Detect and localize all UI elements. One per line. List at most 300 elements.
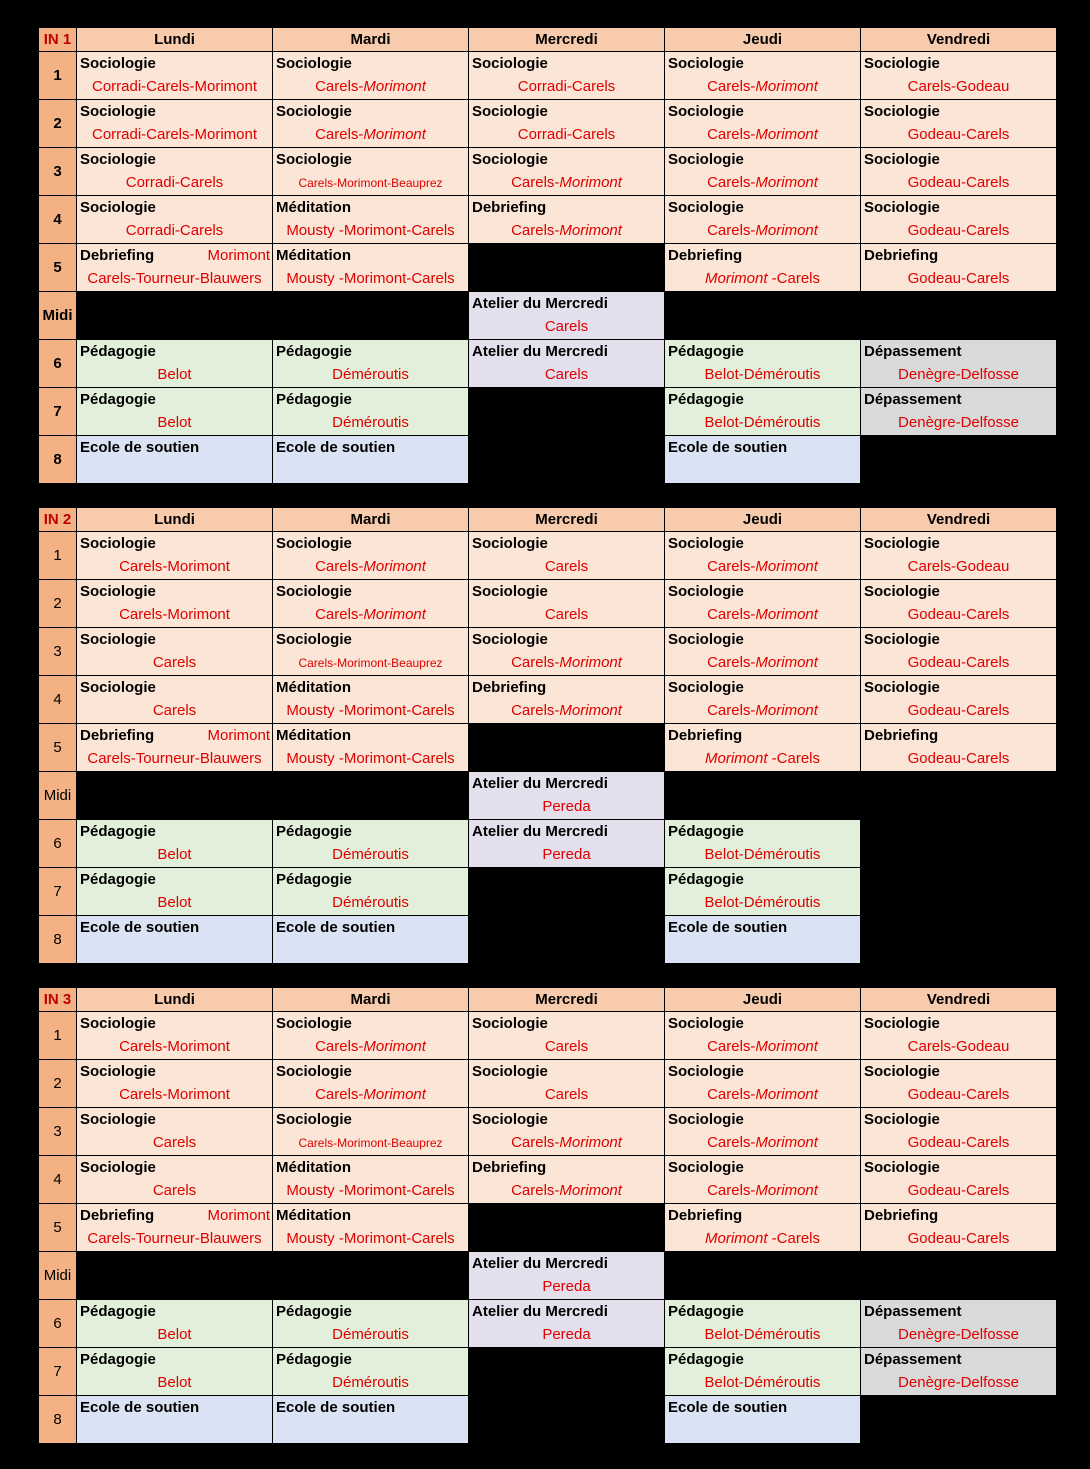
teacher-names: Déméroutis — [332, 846, 409, 863]
class-slot — [665, 868, 861, 916]
subject-label — [77, 244, 272, 268]
class-slot — [469, 52, 665, 100]
period-label: 8 — [39, 436, 77, 484]
class-slot — [273, 676, 469, 724]
subject-label: Pédagogie — [668, 391, 744, 408]
teacher-names: Belot — [157, 894, 192, 911]
subject-label: Pédagogie — [80, 391, 156, 408]
period-row — [39, 868, 1057, 916]
subject-label: Sociologie — [472, 583, 548, 600]
period-label: Midi — [39, 292, 77, 340]
period-label: 6 — [39, 820, 77, 868]
class-slot — [861, 580, 1057, 628]
teacher-names: Carels — [152, 702, 197, 719]
teacher-names: Carels — [544, 318, 589, 335]
subject-label: Sociologie — [668, 1015, 744, 1032]
period-row — [39, 1156, 1057, 1204]
teacher-names: Mousty -Morimont-Carels — [286, 1230, 455, 1247]
class-slot — [665, 196, 861, 244]
subject-label: Méditation — [276, 1159, 351, 1176]
teacher-names: Carels-Tourneur-Blauwers — [87, 750, 262, 767]
subject-label: Sociologie — [472, 151, 548, 168]
class-slot — [77, 628, 273, 676]
subject-label: Debriefing — [864, 1207, 939, 1224]
period-row — [39, 436, 1057, 484]
teacher-names: Denègre-Delfosse — [898, 366, 1019, 383]
class-slot — [77, 100, 273, 148]
empty-slot — [77, 292, 273, 340]
subject-label: Ecole de soutien — [668, 439, 788, 456]
teacher-names: Belot — [157, 1326, 192, 1343]
period-row — [39, 1108, 1057, 1156]
teacher-names: Corradi-Carels-Morimont — [91, 126, 258, 143]
subject-label: Pédagogie — [276, 1303, 352, 1320]
class-slot — [77, 340, 273, 388]
empty-slot — [77, 1252, 273, 1300]
subject-label: Pédagogie — [668, 823, 744, 840]
teacher-names: Corradi-Carels — [517, 78, 616, 95]
teacher-names: Godeau-Carels — [907, 174, 1010, 191]
subject-label: Sociologie — [80, 1111, 156, 1128]
subject-label: Pédagogie — [80, 1303, 156, 1320]
subject-name: Debriefing — [80, 727, 155, 744]
subject-label: Sociologie — [668, 679, 744, 696]
empty-slot — [469, 916, 665, 964]
teacher-names: Carels-Morimont — [315, 1086, 426, 1103]
teacher-names: Déméroutis — [332, 894, 409, 911]
period-row — [39, 676, 1057, 724]
class-slot — [469, 148, 665, 196]
day-header: Jeudi — [665, 28, 861, 52]
class-slot — [77, 1156, 273, 1204]
subject-label: Sociologie — [864, 631, 940, 648]
teacher-names: Mousty -Morimont-Carels — [286, 750, 455, 767]
subject-label: Sociologie — [864, 1063, 940, 1080]
subject-label: Sociologie — [472, 631, 548, 648]
empty-slot — [861, 772, 1057, 820]
teacher-names: Belot-Déméroutis — [704, 846, 821, 863]
teacher-names: Corradi-Carels — [125, 222, 224, 239]
subject-label: Sociologie — [80, 103, 156, 120]
class-slot — [273, 1348, 469, 1396]
teacher-names: Carels-Morimont-Beauprez — [298, 1136, 443, 1150]
subject-label: Sociologie — [864, 535, 940, 552]
class-slot — [665, 916, 861, 964]
timetable-in2 — [38, 507, 1057, 964]
subject-label: Sociologie — [668, 199, 744, 216]
period-label: 3 — [39, 148, 77, 196]
teacher-names: Mousty -Morimont-Carels — [286, 702, 455, 719]
class-slot — [469, 196, 665, 244]
period-label: 5 — [39, 1204, 77, 1252]
class-slot — [469, 772, 665, 820]
timetable-in1 — [38, 27, 1057, 484]
subject-label: Debriefing — [472, 1159, 547, 1176]
class-slot — [77, 196, 273, 244]
period-label: 1 — [39, 532, 77, 580]
day-header: Mercredi — [469, 508, 665, 532]
period-row — [39, 388, 1057, 436]
teacher-names: Godeau-Carels — [907, 1182, 1010, 1199]
period-row — [39, 1012, 1057, 1060]
subject-name: Debriefing — [80, 247, 155, 264]
teacher-names: Pereda — [542, 846, 591, 863]
class-slot — [77, 724, 273, 772]
teacher-names: Carels-Morimont-Beauprez — [298, 656, 443, 670]
subject-label: Méditation — [276, 1207, 351, 1224]
empty-slot — [469, 244, 665, 292]
teacher-names: Déméroutis — [332, 414, 409, 431]
period-label: 2 — [39, 100, 77, 148]
teacher-names: Morimont -Carels — [704, 750, 821, 767]
teacher-names: Carels — [544, 606, 589, 623]
teacher-names: Carels-Morimont — [315, 558, 426, 575]
teacher-names: Carels-Morimont — [707, 1038, 818, 1055]
class-slot — [469, 532, 665, 580]
teacher-names: Godeau-Carels — [907, 702, 1010, 719]
teacher-names: Belot — [157, 414, 192, 431]
period-label: 4 — [39, 1156, 77, 1204]
subject-label: Sociologie — [668, 535, 744, 552]
class-slot — [861, 1108, 1057, 1156]
day-header: Mardi — [273, 508, 469, 532]
day-header: Jeudi — [665, 508, 861, 532]
teacher-names: Godeau-Carels — [907, 1230, 1010, 1247]
class-slot — [665, 1108, 861, 1156]
class-slot — [273, 724, 469, 772]
class-slot — [77, 148, 273, 196]
day-header: Mardi — [273, 28, 469, 52]
day-header: Lundi — [77, 988, 273, 1012]
teacher-names: Denègre-Delfosse — [898, 414, 1019, 431]
subject-label: Sociologie — [80, 55, 156, 72]
class-slot — [469, 1300, 665, 1348]
class-slot — [469, 1108, 665, 1156]
subject-label: Sociologie — [276, 1111, 352, 1128]
teacher-names: Pereda — [542, 1278, 591, 1295]
empty-slot — [469, 724, 665, 772]
period-row — [39, 148, 1057, 196]
teacher-names: Déméroutis — [332, 1326, 409, 1343]
period-row — [39, 196, 1057, 244]
subject-label: Sociologie — [864, 103, 940, 120]
class-slot — [273, 1396, 469, 1444]
teacher-names: Carels-Morimont — [707, 1086, 818, 1103]
class-slot — [273, 244, 469, 292]
teacher-names: Carels-Morimont — [511, 702, 622, 719]
subject-label: Ecole de soutien — [276, 439, 396, 456]
teacher-names: Carels-Godeau — [907, 558, 1010, 575]
teacher-names: Godeau-Carels — [907, 750, 1010, 767]
subject-label: Sociologie — [80, 679, 156, 696]
teacher-names: Godeau-Carels — [907, 606, 1010, 623]
subject-label: Sociologie — [80, 535, 156, 552]
class-slot — [665, 1204, 861, 1252]
class-slot — [77, 52, 273, 100]
class-slot — [665, 820, 861, 868]
class-slot — [861, 724, 1057, 772]
class-slot — [77, 1348, 273, 1396]
subject-label: Dépassement — [864, 1303, 962, 1320]
class-slot — [77, 868, 273, 916]
class-slot — [665, 436, 861, 484]
period-label: 3 — [39, 1108, 77, 1156]
teacher-names: Carels — [152, 1182, 197, 1199]
teacher-names: Godeau-Carels — [907, 222, 1010, 239]
period-label: 6 — [39, 340, 77, 388]
class-slot — [77, 1204, 273, 1252]
class-slot — [665, 1348, 861, 1396]
subject-label: Pédagogie — [80, 871, 156, 888]
subject-label: Sociologie — [864, 1111, 940, 1128]
class-slot — [77, 1396, 273, 1444]
class-slot — [665, 532, 861, 580]
class-slot — [469, 1012, 665, 1060]
class-slot — [665, 100, 861, 148]
period-row — [39, 724, 1057, 772]
class-slot — [665, 388, 861, 436]
class-slot — [469, 340, 665, 388]
subject-label: Sociologie — [276, 1063, 352, 1080]
day-header: Jeudi — [665, 988, 861, 1012]
class-slot — [861, 52, 1057, 100]
period-row — [39, 1252, 1057, 1300]
class-slot — [665, 244, 861, 292]
subject-label: Pédagogie — [80, 1351, 156, 1368]
subject-label: Pédagogie — [668, 871, 744, 888]
class-slot — [273, 868, 469, 916]
day-header: Lundi — [77, 28, 273, 52]
class-slot — [77, 388, 273, 436]
schedule-table — [38, 507, 1057, 964]
subject-label: Debriefing — [472, 679, 547, 696]
class-slot — [861, 148, 1057, 196]
class-slot — [861, 1348, 1057, 1396]
class-slot — [273, 196, 469, 244]
class-slot — [861, 532, 1057, 580]
teacher-names: Carels — [544, 1086, 589, 1103]
subject-label: Pédagogie — [668, 1351, 744, 1368]
teacher-names: Déméroutis — [332, 366, 409, 383]
subject-label: Debriefing — [472, 199, 547, 216]
subject-label: Debriefing — [864, 727, 939, 744]
subject-label: Sociologie — [276, 151, 352, 168]
subject-label: Sociologie — [864, 1015, 940, 1032]
class-slot — [77, 676, 273, 724]
subject-label: Sociologie — [276, 631, 352, 648]
teacher-names: Godeau-Carels — [907, 270, 1010, 287]
class-slot — [77, 820, 273, 868]
teacher-names: Belot — [157, 1374, 192, 1391]
class-slot — [665, 628, 861, 676]
teacher-names: Carels-Morimont — [119, 606, 230, 623]
period-label: 7 — [39, 868, 77, 916]
class-slot — [861, 1300, 1057, 1348]
subject-label: Sociologie — [80, 583, 156, 600]
subject-label: Sociologie — [472, 535, 548, 552]
class-slot — [665, 1300, 861, 1348]
schedule-table — [38, 987, 1057, 1444]
teacher-names: Carels-Morimont-Beauprez — [298, 176, 443, 190]
subject-label: Pédagogie — [276, 823, 352, 840]
class-slot — [273, 148, 469, 196]
group-label: IN 2 — [39, 508, 77, 532]
period-row — [39, 532, 1057, 580]
subject-label: Sociologie — [668, 1063, 744, 1080]
empty-slot — [861, 1396, 1057, 1444]
empty-slot — [861, 292, 1057, 340]
class-slot — [665, 52, 861, 100]
teacher-names: Mousty -Morimont-Carels — [286, 1182, 455, 1199]
teacher-names: Carels-Morimont — [511, 1182, 622, 1199]
teacher-names: Belot — [157, 366, 192, 383]
subject-label: Sociologie — [472, 1063, 548, 1080]
subject-label: Sociologie — [864, 679, 940, 696]
teacher-names: Carels-Morimont — [315, 126, 426, 143]
subject-label: Ecole de soutien — [80, 439, 200, 456]
subject-label: Sociologie — [668, 1159, 744, 1176]
class-slot — [861, 1156, 1057, 1204]
teacher-names: Pereda — [542, 798, 591, 815]
class-slot — [77, 580, 273, 628]
empty-slot — [861, 1252, 1057, 1300]
class-slot — [273, 388, 469, 436]
empty-slot — [273, 292, 469, 340]
period-row — [39, 1348, 1057, 1396]
day-header: Mardi — [273, 988, 469, 1012]
period-row — [39, 1300, 1057, 1348]
group-label: IN 1 — [39, 28, 77, 52]
period-row — [39, 292, 1057, 340]
teacher-names: Belot-Déméroutis — [704, 1326, 821, 1343]
teacher-names: Godeau-Carels — [907, 1134, 1010, 1151]
header-row — [39, 508, 1057, 532]
class-slot — [665, 148, 861, 196]
class-slot — [665, 724, 861, 772]
period-label: 4 — [39, 676, 77, 724]
header-row — [39, 28, 1057, 52]
subject-label: Debriefing — [668, 727, 743, 744]
group-label: IN 3 — [39, 988, 77, 1012]
period-label: 2 — [39, 580, 77, 628]
teacher-names: Corradi-Carels — [517, 126, 616, 143]
teacher-names: Carels-Morimont — [707, 558, 818, 575]
teacher-names: Mousty -Morimont-Carels — [286, 270, 455, 287]
empty-slot — [469, 436, 665, 484]
subject-label: Sociologie — [80, 1063, 156, 1080]
period-row — [39, 772, 1057, 820]
period-label: Midi — [39, 772, 77, 820]
period-label: 4 — [39, 196, 77, 244]
empty-slot — [273, 1252, 469, 1300]
class-slot — [77, 1300, 273, 1348]
class-slot — [273, 628, 469, 676]
subject-label: Sociologie — [864, 199, 940, 216]
empty-slot — [469, 388, 665, 436]
subject-label: Atelier du Mercredi — [472, 295, 608, 312]
period-row — [39, 628, 1057, 676]
teacher-names: Carels-Morimont — [511, 222, 622, 239]
subject-label: Dépassement — [864, 391, 962, 408]
teacher-names: Carels-Morimont — [707, 1134, 818, 1151]
teacher-names: Corradi-Carels — [125, 174, 224, 191]
teacher-names: Carels-Morimont — [707, 702, 818, 719]
class-slot — [77, 1108, 273, 1156]
period-row — [39, 580, 1057, 628]
period-label: 8 — [39, 1396, 77, 1444]
teacher-names: Belot-Déméroutis — [704, 366, 821, 383]
class-slot — [469, 1156, 665, 1204]
teacher-names: Carels — [544, 1038, 589, 1055]
subject-label: Ecole de soutien — [276, 1399, 396, 1416]
subject-label: Pédagogie — [276, 391, 352, 408]
header-row — [39, 988, 1057, 1012]
subject-label: Atelier du Mercredi — [472, 823, 608, 840]
class-slot — [77, 1012, 273, 1060]
subject-label: Atelier du Mercredi — [472, 775, 608, 792]
teacher-names: Carels — [544, 366, 589, 383]
teacher-names: Carels-Morimont — [119, 1086, 230, 1103]
period-label: 3 — [39, 628, 77, 676]
period-label: 7 — [39, 388, 77, 436]
teacher-names: Carels — [152, 1134, 197, 1151]
period-row — [39, 100, 1057, 148]
teacher-names: Carels-Morimont — [119, 1038, 230, 1055]
class-slot — [273, 532, 469, 580]
class-slot — [469, 820, 665, 868]
teacher-names: Denègre-Delfosse — [898, 1326, 1019, 1343]
period-row — [39, 244, 1057, 292]
empty-slot — [861, 916, 1057, 964]
class-slot — [861, 1204, 1057, 1252]
class-slot — [469, 1060, 665, 1108]
class-slot — [861, 676, 1057, 724]
period-label: 6 — [39, 1300, 77, 1348]
class-slot — [273, 1300, 469, 1348]
class-slot — [273, 436, 469, 484]
class-slot — [861, 196, 1057, 244]
subject-label: Sociologie — [472, 1111, 548, 1128]
teacher-names: Carels-Morimont — [511, 654, 622, 671]
period-row — [39, 916, 1057, 964]
period-row — [39, 52, 1057, 100]
teacher-names: Carels-Tourneur-Blauwers — [87, 270, 262, 287]
period-row — [39, 1060, 1057, 1108]
class-slot — [469, 580, 665, 628]
empty-slot — [665, 292, 861, 340]
teacher-names: Belot — [157, 846, 192, 863]
teacher-names: Déméroutis — [332, 1374, 409, 1391]
subject-label: Méditation — [276, 247, 351, 264]
subject-name: Debriefing — [80, 1207, 155, 1224]
period-label: 2 — [39, 1060, 77, 1108]
empty-slot — [665, 1252, 861, 1300]
teacher-names: Carels — [544, 558, 589, 575]
class-slot — [665, 340, 861, 388]
subject-label: Méditation — [276, 679, 351, 696]
subject-label: Pédagogie — [80, 823, 156, 840]
subject-label: Sociologie — [472, 103, 548, 120]
subject-label: Sociologie — [80, 199, 156, 216]
subject-label — [77, 1204, 272, 1228]
class-slot — [273, 916, 469, 964]
subject-label: Sociologie — [668, 103, 744, 120]
teacher-names: Denègre-Delfosse — [898, 1374, 1019, 1391]
period-row — [39, 1396, 1057, 1444]
teacher-names: Carels-Morimont — [511, 174, 622, 191]
teacher-names: Belot-Déméroutis — [704, 894, 821, 911]
subject-label: Sociologie — [864, 55, 940, 72]
